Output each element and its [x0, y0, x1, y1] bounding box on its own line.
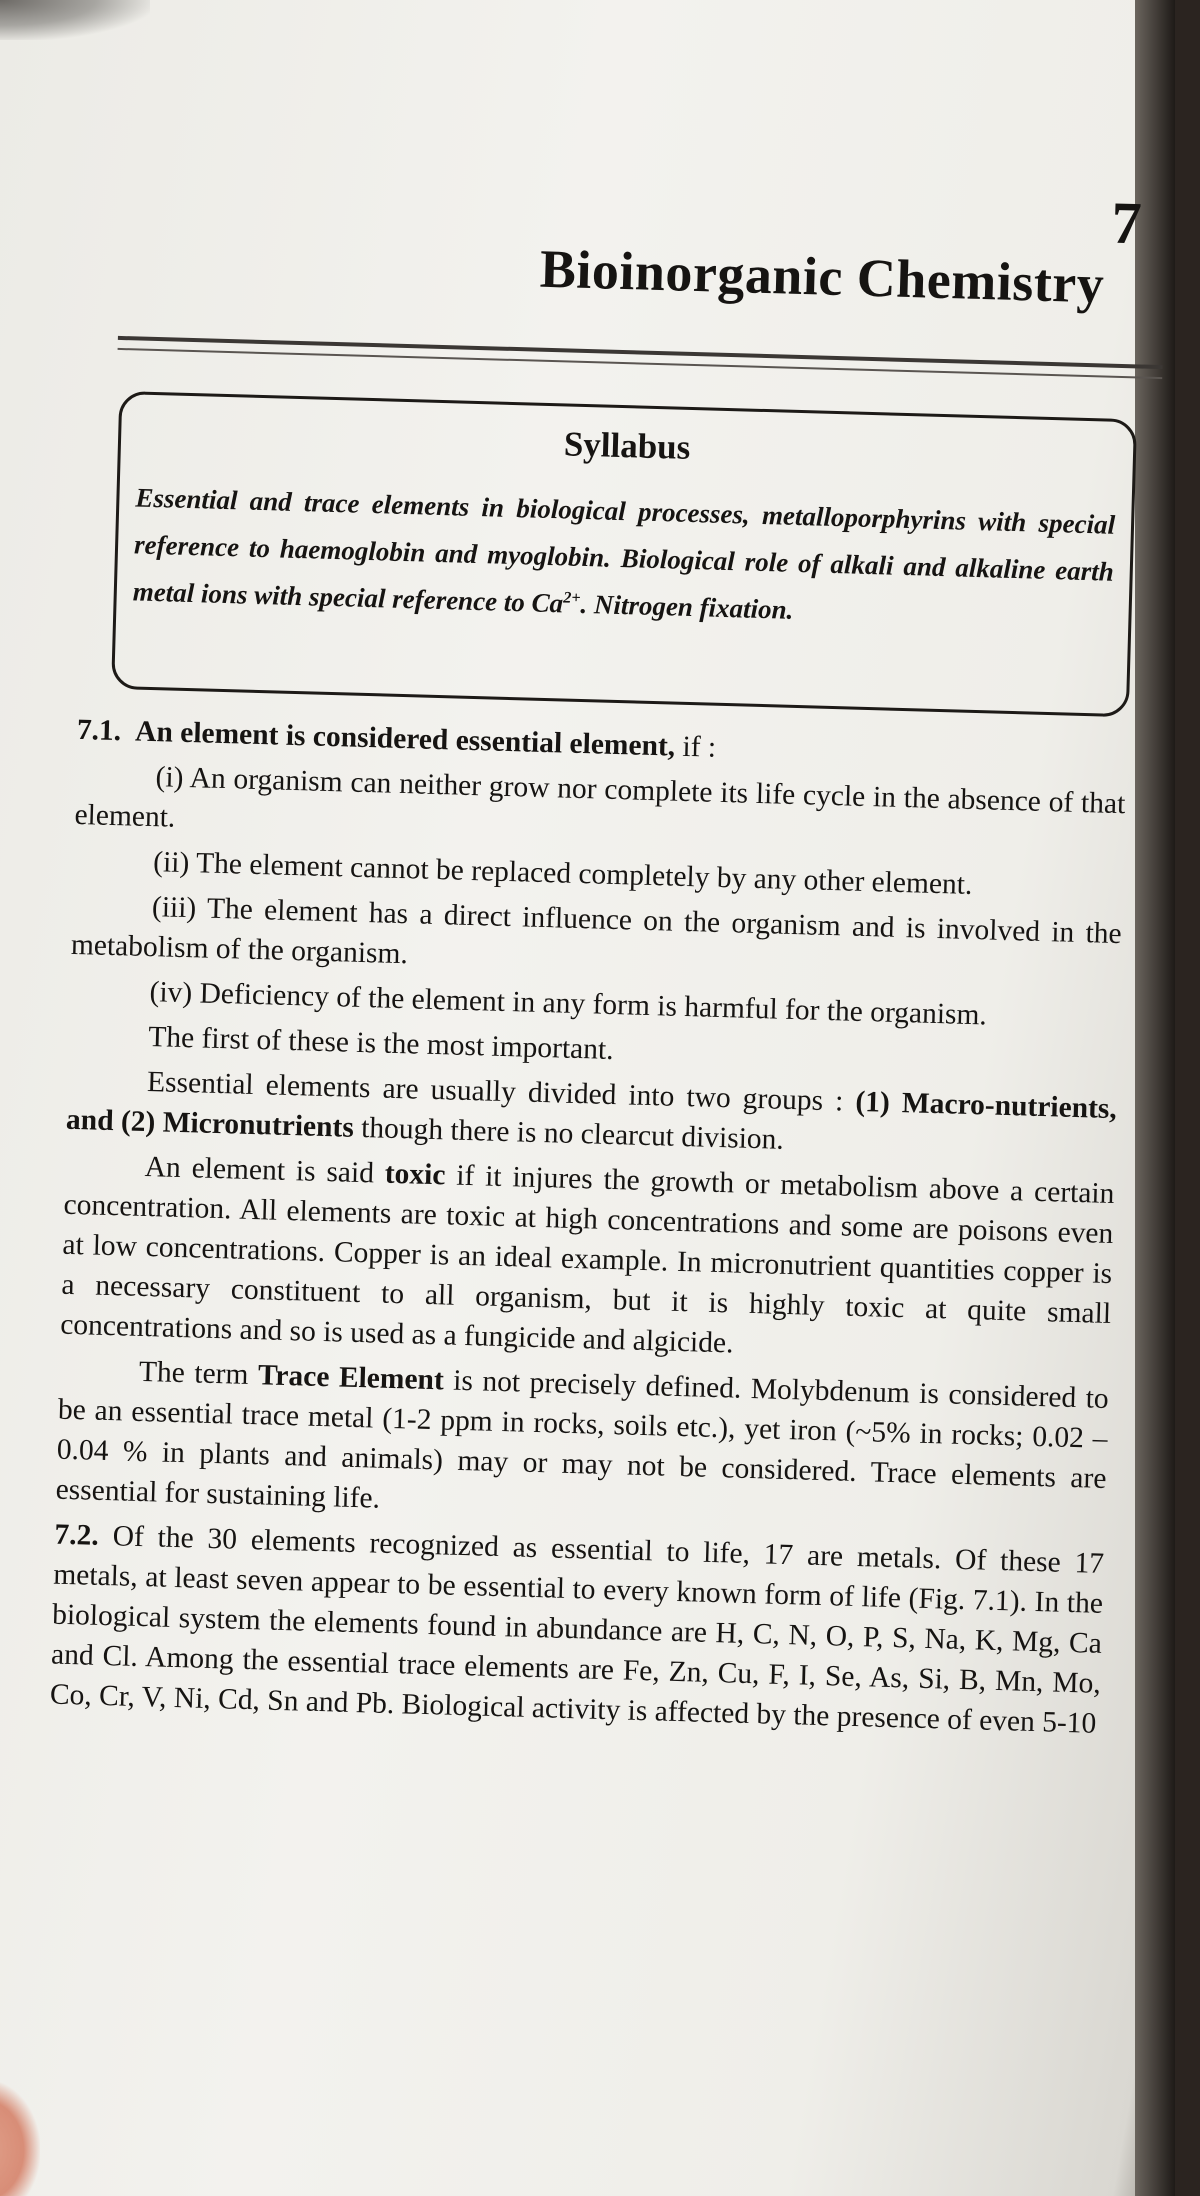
paragraph-trace [55, 1350, 1109, 1539]
page-binding-edge [1135, 0, 1175, 2196]
condition-item: (ii) The element cannot be replaced completely by any other element. [152, 846, 973, 901]
trace-bold: Trace Element [257, 1359, 445, 1397]
section-heading-bold: An element is considered essential element, [134, 715, 676, 763]
toxic-text: An element is said [144, 1150, 386, 1190]
trace-text-tail: is not precisely defined. Molybdenum is considered to be an essential trace metal (1-2 ppm in rocks, soils etc.), yet iron (~5% in rocks; 0.02 – 0.04 % in plants and animals) may or may not be considered. Trace elements are essential for sustaining life. [55, 1364, 1110, 1515]
groups-bold: (1) Macro-nutrients, and (2) Micronutrients [65, 1085, 1118, 1144]
syllabus-text [132, 474, 1116, 642]
toxic-bold: toxic [384, 1157, 446, 1192]
body-text [49, 710, 1127, 1749]
syllabus-box [111, 391, 1137, 717]
syllabus-text-part2: . Nitrogen fixation. [580, 588, 794, 625]
page-shadow-corner [0, 0, 150, 40]
section-7-2-text: Of the 30 elements recognized as essential to life, 17 are metals. Of these 17 metals, at least seven appear to be essential to every known form of life (Fig. 7.1). In the biological system the elements found in abundance are H, C, N, O, P, S, Na, K, Mg, Ca and Cl. Among the essential trace elements are Fe, Zn, Cu, F, I, Se, As, Si, B, Mn, Mo, Co, Cr, V, Ni, Cd, Sn and Pb. Biological activity is affected by the presence of even 5-10 [49, 1520, 1105, 1740]
chapter-title: Bioinorganic Chemistry [539, 238, 1106, 315]
condition-item: (iii) The element has a direct influence on the organism and is involved in the metabolism of the organism. [70, 891, 1123, 971]
condition-item: (i) An organism can neither grow nor complete its life cycle in the absence of that element. [74, 761, 1126, 834]
groups-text: Essential elements are usually divided into two groups : [146, 1066, 856, 1118]
section-7-2-paragraph [49, 1515, 1104, 1744]
page-content [49, 155, 1168, 1740]
syllabus-superscript: 2+ [563, 588, 581, 607]
section-number: 7.1. [76, 713, 122, 748]
section-number: 7.2. [54, 1518, 100, 1552]
syllabus-heading: Syllabus [563, 424, 691, 467]
condition-item: (iv) Deficiency of the element in any form is harmful for the organism. [149, 976, 988, 1032]
toxic-text-tail: if it injures the growth or metabolism above a certain concentration. All elements are toxic at high concentrations and some are poisons even at low concentrations. Copper is an ideal example. In micronutrient quantities copper is a necessary constituent to all organism, but it is highly toxic at quite small concentrations and so is used as a fungicide and algicide. [59, 1159, 1115, 1360]
paragraph-first-important: The first of these is the most important. [147, 1021, 615, 1067]
paragraph-toxic [60, 1145, 1115, 1374]
groups-text-tail: though there is no clearcut division. [353, 1111, 785, 1156]
thumb-finger [0, 2080, 40, 2196]
chapter-number: 7 [1110, 189, 1143, 257]
section-heading-tail: if : [674, 730, 717, 764]
syllabus-text-part1: Essential and trace elements in biological processes, metalloporphyrins with special reference to haemoglobin and myoglobin. Biological role of alkali and alkaline earth metal ions with special reference to Ca [132, 482, 1116, 619]
trace-text: The term [138, 1355, 259, 1392]
